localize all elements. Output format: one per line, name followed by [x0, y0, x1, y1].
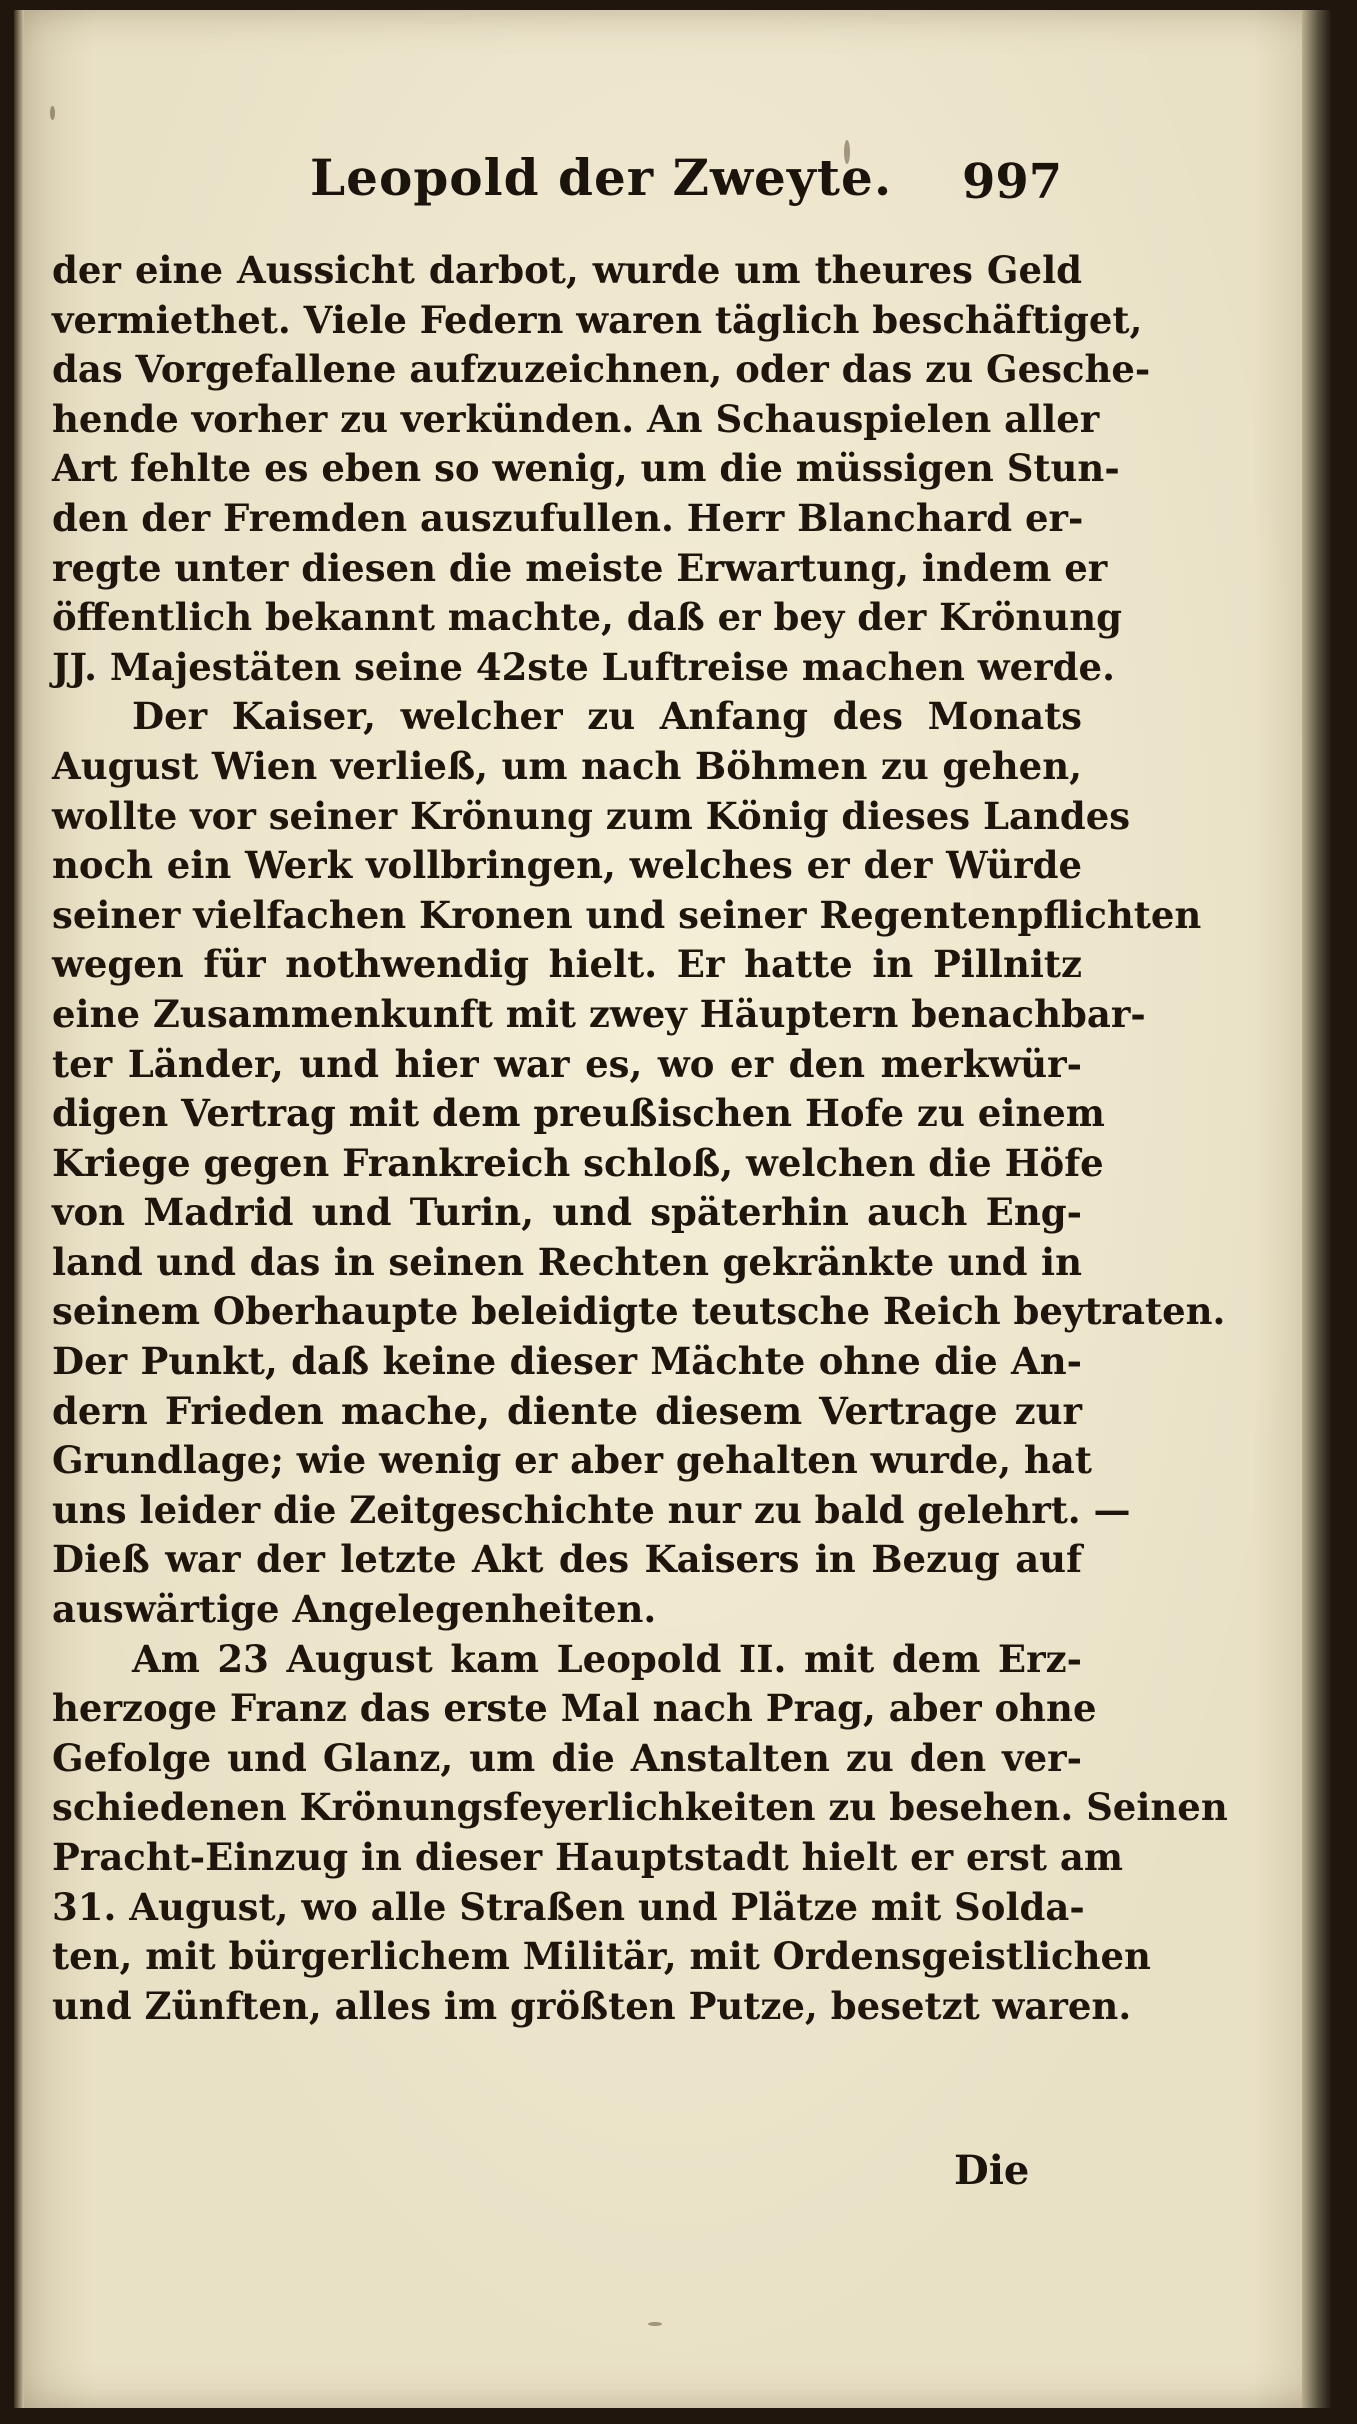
body-text: [52, 246, 1228, 2031]
text-line: Der Punkt, daß keine dieser Mächte ohne die An-: [52, 1339, 1082, 1384]
text-line: Pracht-Einzug in dieser Hauptstadt hielt er erst am: [52, 1835, 1123, 1879]
text-line: land und das in seinen Rechten gekränkte und in: [52, 1239, 1082, 1284]
text-line: der eine Aussicht darbot, wurde um theures Geld: [52, 248, 1082, 292]
text-line: JJ. Majestäten seine 42ste Luftreise machen werde.: [52, 644, 1115, 689]
text-line: 31. August, wo alle Straßen und Plätze mit Solda-: [52, 1884, 1085, 1929]
text-line: August Wien verließ, um nach Böhmen zu gehen,: [52, 743, 1082, 788]
catchword: Die: [954, 2147, 1030, 2194]
text-line: Grundlage; wie wenig er aber gehalten wurde, hat: [52, 1438, 1092, 1483]
text-line: herzoge Franz das erste Mal nach Prag, aber ohne: [52, 1686, 1097, 1731]
text-line: noch ein Werk vollbringen, welches er der Würde: [52, 843, 1082, 888]
running-title: Leopold der Zweyte.: [310, 148, 893, 207]
text-line: seinem Oberhaupte beleidigte teutsche Reich beytraten.: [52, 1289, 1226, 1334]
text-line: Dieß war der letzte Akt des Kaisers in Bezug auf: [52, 1537, 1082, 1582]
text-line: auswärtige Angelegenheiten.: [52, 1587, 657, 1632]
text-line: dern Frieden mache, diente diesem Vertrage zur: [52, 1388, 1082, 1433]
text-line: seiner vielfachen Kronen und seiner Regentenpflichten: [52, 892, 1202, 937]
page-header: [14, 148, 1332, 228]
text-line: und Zünften, alles im größten Putze, besetzt waren.: [52, 1983, 1132, 2028]
text-line: das Vorgefallene aufzuzeichnen, oder das zu Gesche-: [52, 347, 1151, 392]
page-right-edge: [1302, 10, 1332, 2408]
text-line: eine Zusammenkunft mit zwey Häuptern benachbar-: [52, 991, 1146, 1036]
book-page: [14, 10, 1332, 2408]
text-line: wollte vor seiner Krönung zum König dieses Landes: [52, 793, 1131, 838]
text-line: Art fehlte es eben so wenig, um die müssigen Stun-: [52, 446, 1120, 491]
text-line: wegen für nothwendig hielt. Er hatte in Pillnitz: [52, 942, 1082, 987]
text-line: von Madrid und Turin, und späterhin auch Eng-: [52, 1190, 1082, 1235]
text-line: Gefolge und Glanz, um die Anstalten zu den ver-: [52, 1735, 1082, 1780]
text-line: Am 23 August kam Leopold II. mit dem Erz-: [132, 1636, 1082, 1681]
text-line: Der Kaiser, welcher zu Anfang des Monats: [132, 694, 1082, 739]
page-left-edge: [14, 10, 24, 2408]
text-line: hende vorher zu verkünden. An Schauspielen aller: [52, 396, 1100, 441]
text-line: ten, mit bürgerlichem Militär, mit Ordensgeistlichen: [52, 1934, 1151, 1979]
text-line: den der Fremden auszufullen. Herr Blanchard er-: [52, 495, 1084, 540]
text-line: öffentlich bekannt machte, daß er bey der Krönung: [52, 595, 1122, 640]
paper-speck: [50, 106, 55, 120]
text-line: digen Vertrag mit dem preußischen Hofe zu einem: [52, 1091, 1105, 1136]
paper-speck: [648, 2322, 662, 2326]
text-line: Kriege gegen Frankreich schloß, welchen die Höfe: [52, 1140, 1104, 1185]
text-line: vermiethet. Viele Federn waren täglich beschäftiget,: [52, 297, 1143, 342]
text-line: regte unter diesen die meiste Erwartung, indem er: [52, 545, 1108, 590]
page-number: 997: [962, 154, 1063, 210]
text-line: schiedenen Krönungsfeyerlichkeiten zu besehen. Seinen: [52, 1785, 1228, 1830]
text-line: uns leider die Zeitgeschichte nur zu bald gelehrt. —: [52, 1487, 1131, 1532]
text-line: ter Länder, und hier war es, wo er den merkwür-: [52, 1041, 1082, 1086]
